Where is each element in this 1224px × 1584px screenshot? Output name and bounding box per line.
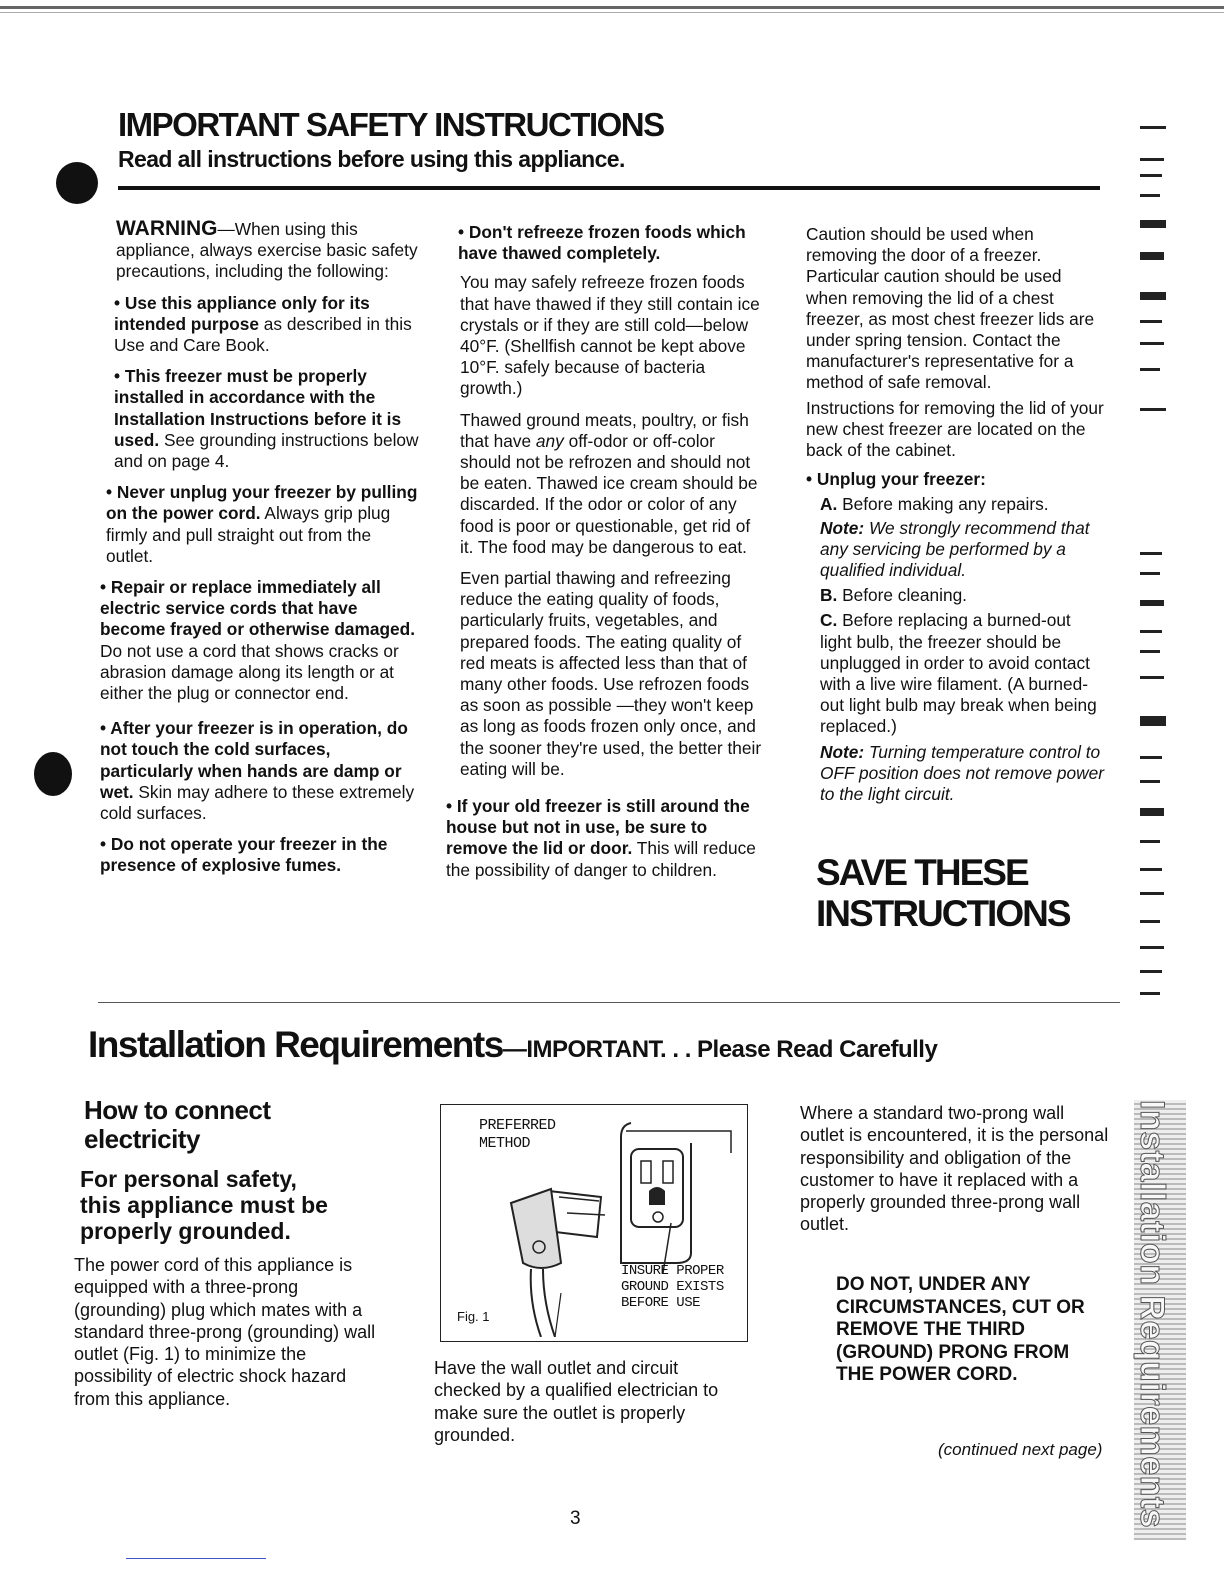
bullet-text: Do not use a cord that shows cracks or abrasion damage along its length or at either the plug or connector end. xyxy=(100,640,399,704)
install-title-suffix: —IMPORTANT. . . Please Read Carefully xyxy=(502,1036,938,1063)
figure-number: Fig. 1 xyxy=(457,1309,490,1324)
power-cord-paragraph: The power cord of this appliance is equipped with a three-prong (grounding) plug which mates with a standard three-prong (grounding) wall outlet (Fig. 1) to minimize the possibility of electric shock hazard from this appliance. xyxy=(74,1255,376,1409)
do-not-cut-warning: DO NOT, UNDER ANY CIRCUMSTANCES, CUT OR REMOVE THE THIRD (GROUND) PRONG FROM THE POWER CORD. xyxy=(836,1274,1085,1385)
refreeze-paragraph-3: Even partial thawing and refreezing reduce the eating quality of foods, particularly fruits, vegetables, and prepared foods. The eating quality of red meats is affected less than that of many other foods. Use refrozen foods as soon as possible —they won't keep as long as foods frozen only once, and the sooner they're used, the better their eating will be. xyxy=(460,568,762,779)
safety-column-2 xyxy=(446,222,766,891)
figure-1 xyxy=(440,1104,748,1342)
section-divider xyxy=(98,1002,1120,1003)
warning-paragraph xyxy=(100,218,420,283)
bullet-intended-purpose xyxy=(100,293,420,357)
bullet-text: This will reduce the possibility of danger to children. xyxy=(446,838,756,880)
page-subtitle: Read all instructions before using this appliance. xyxy=(118,146,625,172)
bullet-bold: • Repair or replace immediately all electric service cords that have become frayed or otherwise damaged. xyxy=(100,577,416,640)
bullet-bold: • Do not operate your freezer in the presence of explosive fumes. xyxy=(100,834,388,876)
warning-label: WARNING xyxy=(116,217,218,240)
item-text: Before cleaning. xyxy=(837,585,967,606)
item-label: C. xyxy=(820,610,838,631)
continued-note: (continued next page) xyxy=(938,1440,1103,1459)
note-light-circuit xyxy=(806,742,1106,806)
section-bullet-marker xyxy=(56,162,98,204)
left-margin-dot xyxy=(34,752,72,796)
safety-column-3 xyxy=(806,224,1106,815)
bullet-explosive-fumes xyxy=(100,834,420,876)
note-label: Note: xyxy=(820,517,865,538)
item-c xyxy=(806,610,1106,737)
grounding-line-1: For personal safety, xyxy=(80,1166,297,1192)
bullet-installation xyxy=(100,366,420,472)
bullet-cold-surfaces xyxy=(100,718,420,824)
paragraph-text: Thawed ground meats, poultry, or fish that have xyxy=(460,409,749,451)
note-servicing xyxy=(806,518,1106,582)
page-title: IMPORTANT SAFETY INSTRUCTIONS xyxy=(118,106,664,143)
how-line-2: electricity xyxy=(84,1124,200,1154)
bullet-unplug-cord xyxy=(100,482,420,567)
item-a xyxy=(806,494,1106,515)
note-text: Turning temperature control to OFF position does not remove power to the light circuit. xyxy=(820,741,1105,805)
electrician-paragraph: Have the wall outlet and circuit checked by a qualified electrician to make sure the outlet is properly grounded. xyxy=(434,1358,719,1445)
right-margin-tab-marks xyxy=(1140,120,1166,1020)
bullet-text: Skin may adhere to these extremely cold surfaces. xyxy=(100,781,415,824)
bullet-repair-cords xyxy=(100,577,420,704)
refreeze-paragraph-2 xyxy=(446,410,766,558)
bullet-bold: • Don't refreeze frozen foods which have thawed completely. xyxy=(458,222,746,264)
bullet-bold: • After your freezer is in operation, do not touch the cold surfaces, particularly when hands are damp or wet. xyxy=(100,718,408,802)
top-scan-rule-thin xyxy=(0,12,1224,13)
bullet-bold: • Never unplug your freezer by pulling on the power cord. xyxy=(106,482,418,524)
header-rule xyxy=(118,186,1100,190)
item-label: B. xyxy=(820,585,838,606)
note-text: We strongly recommend that any servicing be performed by a qualified individual. xyxy=(820,517,1090,581)
side-tab-label: Installation Requirements xyxy=(1133,1100,1171,1529)
bullet-unplug-freezer xyxy=(806,469,1106,490)
item-text: Before making any repairs. xyxy=(837,494,1049,515)
refreeze-paragraph-1: You may safely refreeze frozen foods that have thawed if they still contain ice crystals or if they are still cold—below 40°F. (Shellfish cannot be kept above 10°F. safely because of bacteria growth.) xyxy=(460,272,760,399)
insure-ground-label xyxy=(621,1263,724,1311)
item-text: Before replacing a burned-out light bulb, the freezer should be unplugged in order to avoid contact with a live wire filament. (A burned-out light bulb may break when being replaced.) xyxy=(820,610,1097,737)
figure-label-line-1: PREFERRED xyxy=(479,1117,556,1134)
save-instructions-heading xyxy=(816,852,1070,934)
bullet-bold: • This freezer must be properly installed in accordance with the Installation Instructions before it is used. xyxy=(114,366,402,450)
insure-line-1: INSURE PROPER xyxy=(621,1263,724,1279)
lid-instructions-paragraph: Instructions for removing the lid of your new chest freezer are located on the back of the cabinet. xyxy=(806,397,1104,461)
grounding-heading xyxy=(80,1166,328,1244)
figure-label-line-2: METHOD xyxy=(479,1135,531,1152)
section-side-tab xyxy=(1134,1100,1186,1540)
caution-paragraph: Caution should be used when removing the door of a freezer. Particular caution should be used when removing the lid of a chest freezer, as most chest freezer lids are under spring tension. Contact the manufacturer's representative for a method of safe removal. xyxy=(806,224,1095,393)
bullet-bold: • Unplug your freezer: xyxy=(806,469,986,490)
grounding-line-2: this appliance must be xyxy=(80,1192,328,1218)
safety-column-1 xyxy=(100,218,420,887)
insure-line-3: BEFORE USE xyxy=(621,1295,701,1311)
top-scan-rule xyxy=(0,6,1224,9)
bullet-text: See grounding instructions below and on page 4. xyxy=(114,429,419,472)
how-to-connect-heading xyxy=(84,1096,271,1154)
how-line-1: How to connect xyxy=(84,1095,271,1125)
insure-line-2: GROUND EXISTS xyxy=(621,1279,724,1295)
bullet-bold: • Use this appliance only for its intended purpose xyxy=(114,292,370,334)
install-title-main: Installation Requirements xyxy=(88,1024,503,1065)
grounding-line-3: properly grounded. xyxy=(80,1218,291,1244)
emphasis-text: any xyxy=(535,430,564,451)
bullet-bold: • If your old freezer is still around the house but not in use, be sure to remove the lid or door. xyxy=(446,796,750,859)
bullet-old-freezer xyxy=(446,796,766,881)
bullet-refreeze xyxy=(446,222,766,264)
warning-text: —When using this appliance, always exercise basic safety precautions, including the following: xyxy=(116,219,418,282)
bullet-text: Always grip plug firmly and pull straight out from the outlet. xyxy=(106,503,391,566)
install-title xyxy=(88,1024,937,1066)
save-line-2: INSTRUCTIONS xyxy=(816,893,1070,934)
save-line-1: SAVE THESE xyxy=(816,852,1028,893)
item-b xyxy=(806,585,1106,606)
paragraph-text: off-odor or off-color should not be refrozen and should not be eaten. Thawed ice cream should be discarded. If the odor or color of any food is poor or questionable, get rid of it. The food may be dangerous to eat. xyxy=(460,430,758,557)
bullet-text: as described in this Use and Care Book. xyxy=(114,313,412,356)
note-label: Note: xyxy=(820,741,865,762)
page-number: 3 xyxy=(570,1508,581,1529)
footer-line xyxy=(126,1558,266,1559)
two-prong-paragraph: Where a standard two-prong wall outlet is encountered, it is the personal responsibility and obligation of the customer to have it replaced with a properly grounded three-prong wall outlet. xyxy=(800,1103,1109,1235)
item-label: A. xyxy=(820,494,838,515)
